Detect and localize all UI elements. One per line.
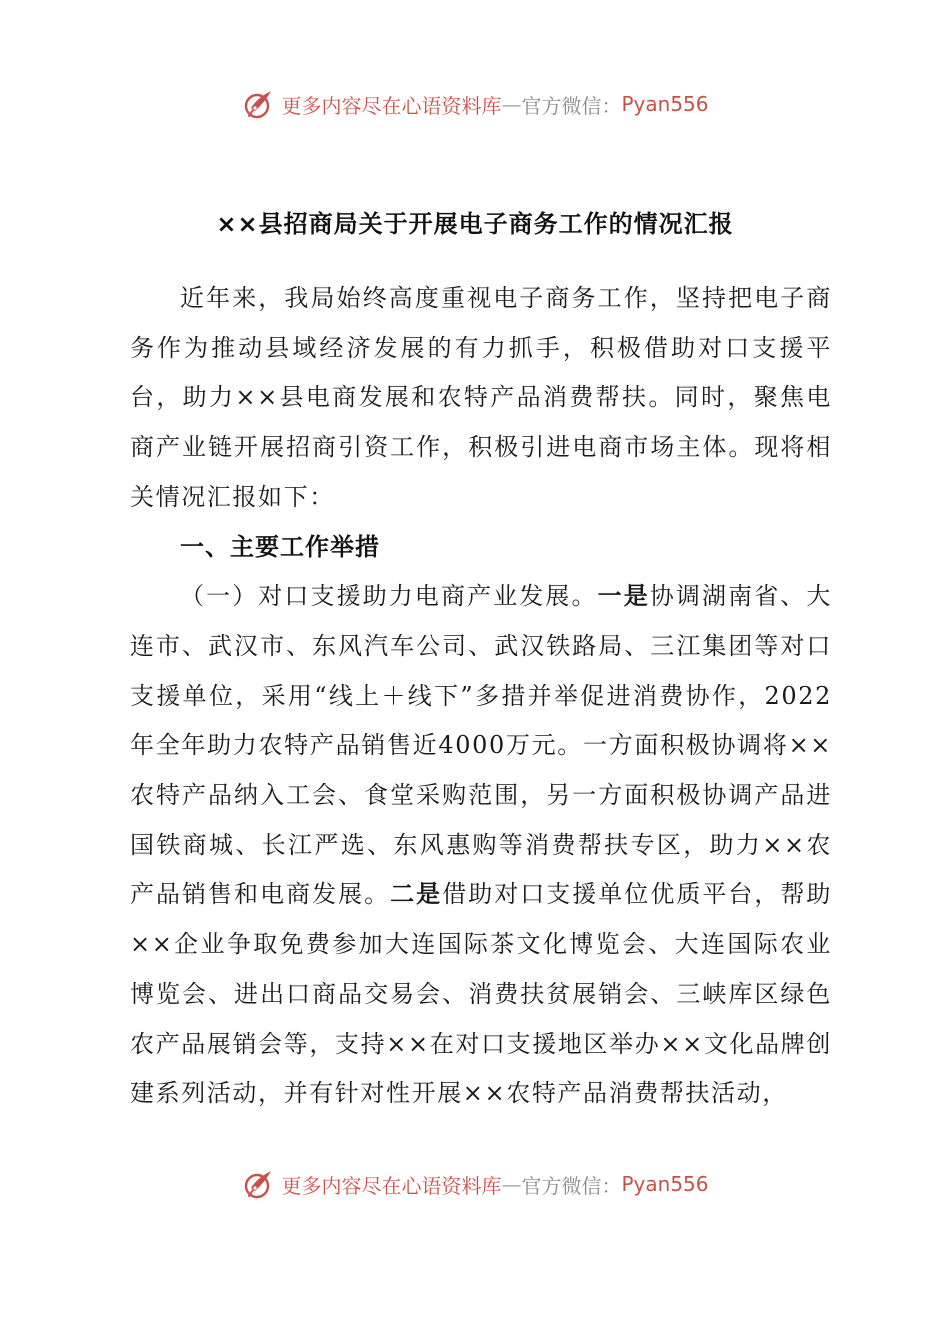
- section-heading: 一、主要工作举措: [180, 532, 380, 561]
- second-point-marker: 二是: [390, 880, 443, 909]
- subsection-paragraph: [130, 572, 832, 1119]
- subsection-lead: （一）对口支援助力电商产业发展。: [180, 582, 598, 611]
- first-point-marker: 一是: [597, 582, 650, 611]
- watermark-contact-id: Pyan556: [621, 1172, 709, 1196]
- watermark-brand-text: 更多内容尽在心语资料库: [281, 1173, 502, 1198]
- quill-logo-icon: [241, 1166, 277, 1202]
- watermark-contact-id: Pyan556: [621, 92, 709, 116]
- intro-paragraph: 近年来，我局始终高度重视电子商务工作，坚持把电子商务作为推动县域经济发展的有力抓手，积极借助对口支援平台，助力××县电商发展和农特产品消费帮扶。同时，聚焦电商产业链开展招商引资工作，积极引进电商市场主体。现将相关情况汇报如下：: [130, 284, 832, 511]
- document-title: ××县招商局关于开展电子商务工作的情况汇报: [216, 210, 734, 238]
- watermark-contact-label: 官方微信：: [521, 1173, 622, 1198]
- quill-logo-icon: [241, 86, 277, 122]
- watermark-brand-text: 更多内容尽在心语资料库: [281, 93, 502, 118]
- document-body: [130, 274, 832, 1119]
- watermark-dash: —: [501, 92, 522, 116]
- second-point-text: 借助对口支援单位优质平台，帮助××企业争取免费参加大连国际茶文化博览会、大连国际农业博览会、进出口商品交易会、消费扶贫展销会、三峡库区绿色农产品展销会等，支持××在对口支援地区举办××文化品牌创建系列活动，并有针对性开展××农特产品消费帮扶活动，: [130, 880, 833, 1108]
- first-point-text: 协调湖南省、大连市、武汉市、东风汽车公司、武汉铁路局、三江集团等对口支援单位，采用“线上＋线下”多措并举促进消费协作，2022年全年助力农特产品销售近4000万元。一方面积极协调将××农特产品纳入工会、食堂采购范围，另一方面积极协调产品进国铁商城、长江严选、东风惠购等消费帮扶专区，助力××农产品销售和电商发展。: [130, 582, 832, 909]
- watermark-footer: [0, 1164, 950, 1204]
- watermark-dash: —: [501, 1172, 522, 1196]
- watermark-contact-label: 官方微信：: [521, 93, 622, 118]
- watermark-header: [0, 84, 950, 124]
